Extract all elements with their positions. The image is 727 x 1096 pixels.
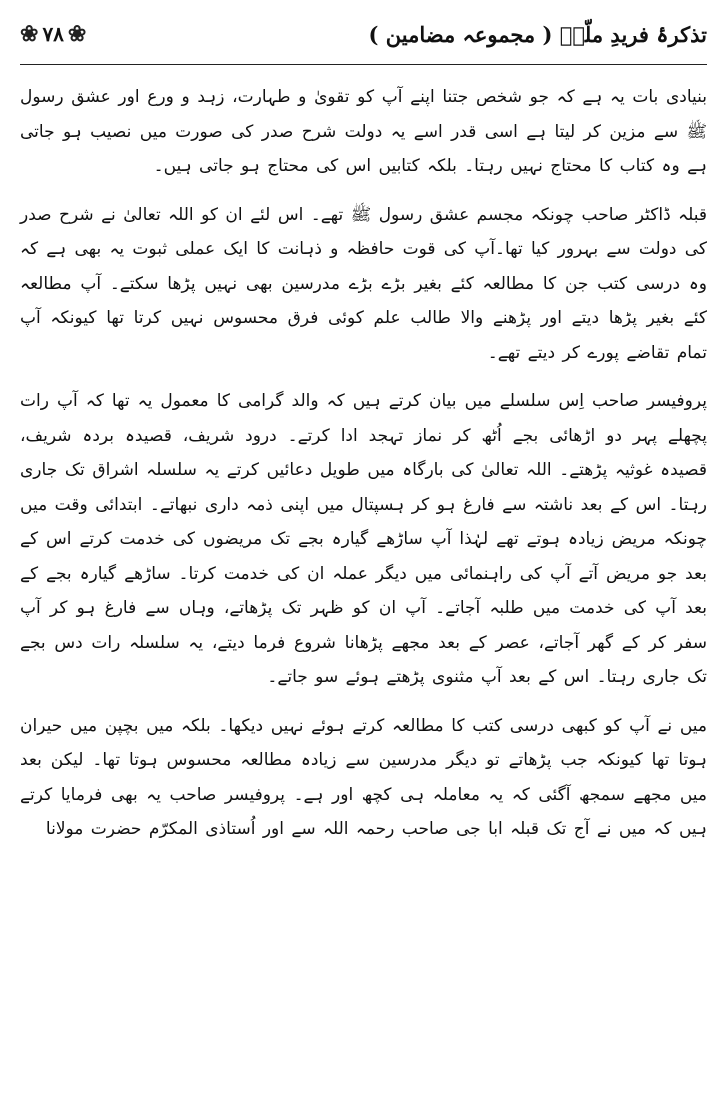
running-title: تذکرۂ فریدِ ملّتؒ ( مجموعہ مضامین ) bbox=[368, 22, 707, 47]
paragraph-2: قبلہ ڈاکٹر صاحب چونکہ مجسم عشق رسول ﷺ تھے۔ اس لئے ان کو اللہ تعالیٰ نے شرح صدر کی دولت سے بہرور کیا تھا۔آپ کی قوت حافظہ و ذہانت کا ایک عملی ثبوت یہ بھی ہے کہ وہ درسی کتب جن کا مطالعہ کئے بغیر بڑے بڑے مدرسین بھی نہیں پڑھا سکتے۔ آپ مطالعہ کئے بغیر پڑھا دیتے اور پڑھنے والا طالب علم کوئی فرق محسوس نہیں کرتا تھا کیونکہ آپ تمام تقاضے پورے کر دیتے تھے۔ bbox=[20, 204, 707, 363]
page-body bbox=[20, 80, 707, 861]
page-number: ۷۸ bbox=[42, 22, 64, 46]
floral-ornament-icon: ❀ bbox=[67, 21, 87, 47]
header-divider bbox=[20, 64, 707, 65]
page-header bbox=[20, 18, 707, 58]
floral-ornament-icon: ❀ bbox=[20, 21, 39, 47]
paragraph-4: میں نے آپ کو کبھی درسی کتب کا مطالعہ کرتے ہوئے نہیں دیکھا۔ بلکہ میں بچپن میں حیران ہوتا تھا کیونکہ جب پڑھاتے تو دیگر مدرسین سے زیادہ مطالعہ محسوس ہوتا تھا۔ لیکن بعد میں مجھے سمجھ آگئی کہ یہ معاملہ ہی کچھ اور ہے۔ پروفیسر صاحب یہ بھی فرمایا کرتے ہیں کہ میں نے آج تک قبلہ ابا جی صاحب رحمہ اللہ سے اور اُستاذی المکرّم حضرت مولانا bbox=[20, 715, 707, 839]
paragraph-1: بنیادی بات یہ ہے کہ جو شخص جتنا اپنے آپ کو تقویٰ و طہارت، زہد و ورع اور عشق رسول ﷺ سے مزین کر لیتا ہے اسی قدر اسے یہ دولت شرح صدر کی صورت میں نصیب ہو جاتی ہے وہ کتاب کا محتاج نہیں رہتا۔ بلکہ کتابیں اس کی محتاج ہو جاتی ہیں۔ bbox=[20, 87, 707, 176]
page-number-block bbox=[20, 22, 86, 46]
paragraph-3: پروفیسر صاحب اِس سلسلے میں بیان کرتے ہیں کہ والد گرامی کا معمول یہ تھا کہ آپ رات پچھلے پہر دو اڑھائی بجے اُٹھ کر نماز تہجد ادا کرتے۔ درود شریف، قصیدہ بردہ شریف، قصیدہ غوثیہ پڑھتے۔ اللہ تعالیٰ کی بارگاہ میں طویل دعائیں کرتے یہ سلسلہ اشراق تک جاری رہتا۔ اس کے بعد ناشتہ سے فارغ ہو کر ہسپتال میں اپنی ذمہ داری نبھاتے۔ ابتدائی وقت میں چونکہ مریض زیادہ ہوتے تھے لہٰذا آپ ساڑھے گیارہ بجے تک مریضوں کی خدمت کرتے اس کے بعد جو مریض آتے آپ کی راہنمائی میں دیگر عملہ ان کی خدمت کرتا۔ ساڑھے گیارہ بجے کے بعد آپ کی خدمت میں طلبہ آجاتے۔ آپ ان کو ظہر تک پڑھاتے، وہاں سے فارغ ہو کر آپ سفر کر کے گھر آجاتے، عصر کے بعد مجھے پڑھانا شروع فرما دیتے، یہ سلسلہ رات دس بجے تک جاری رہتا۔ اس کے بعد آپ مثنوی پڑھتے ہوئے سو جاتے۔ bbox=[20, 391, 707, 687]
